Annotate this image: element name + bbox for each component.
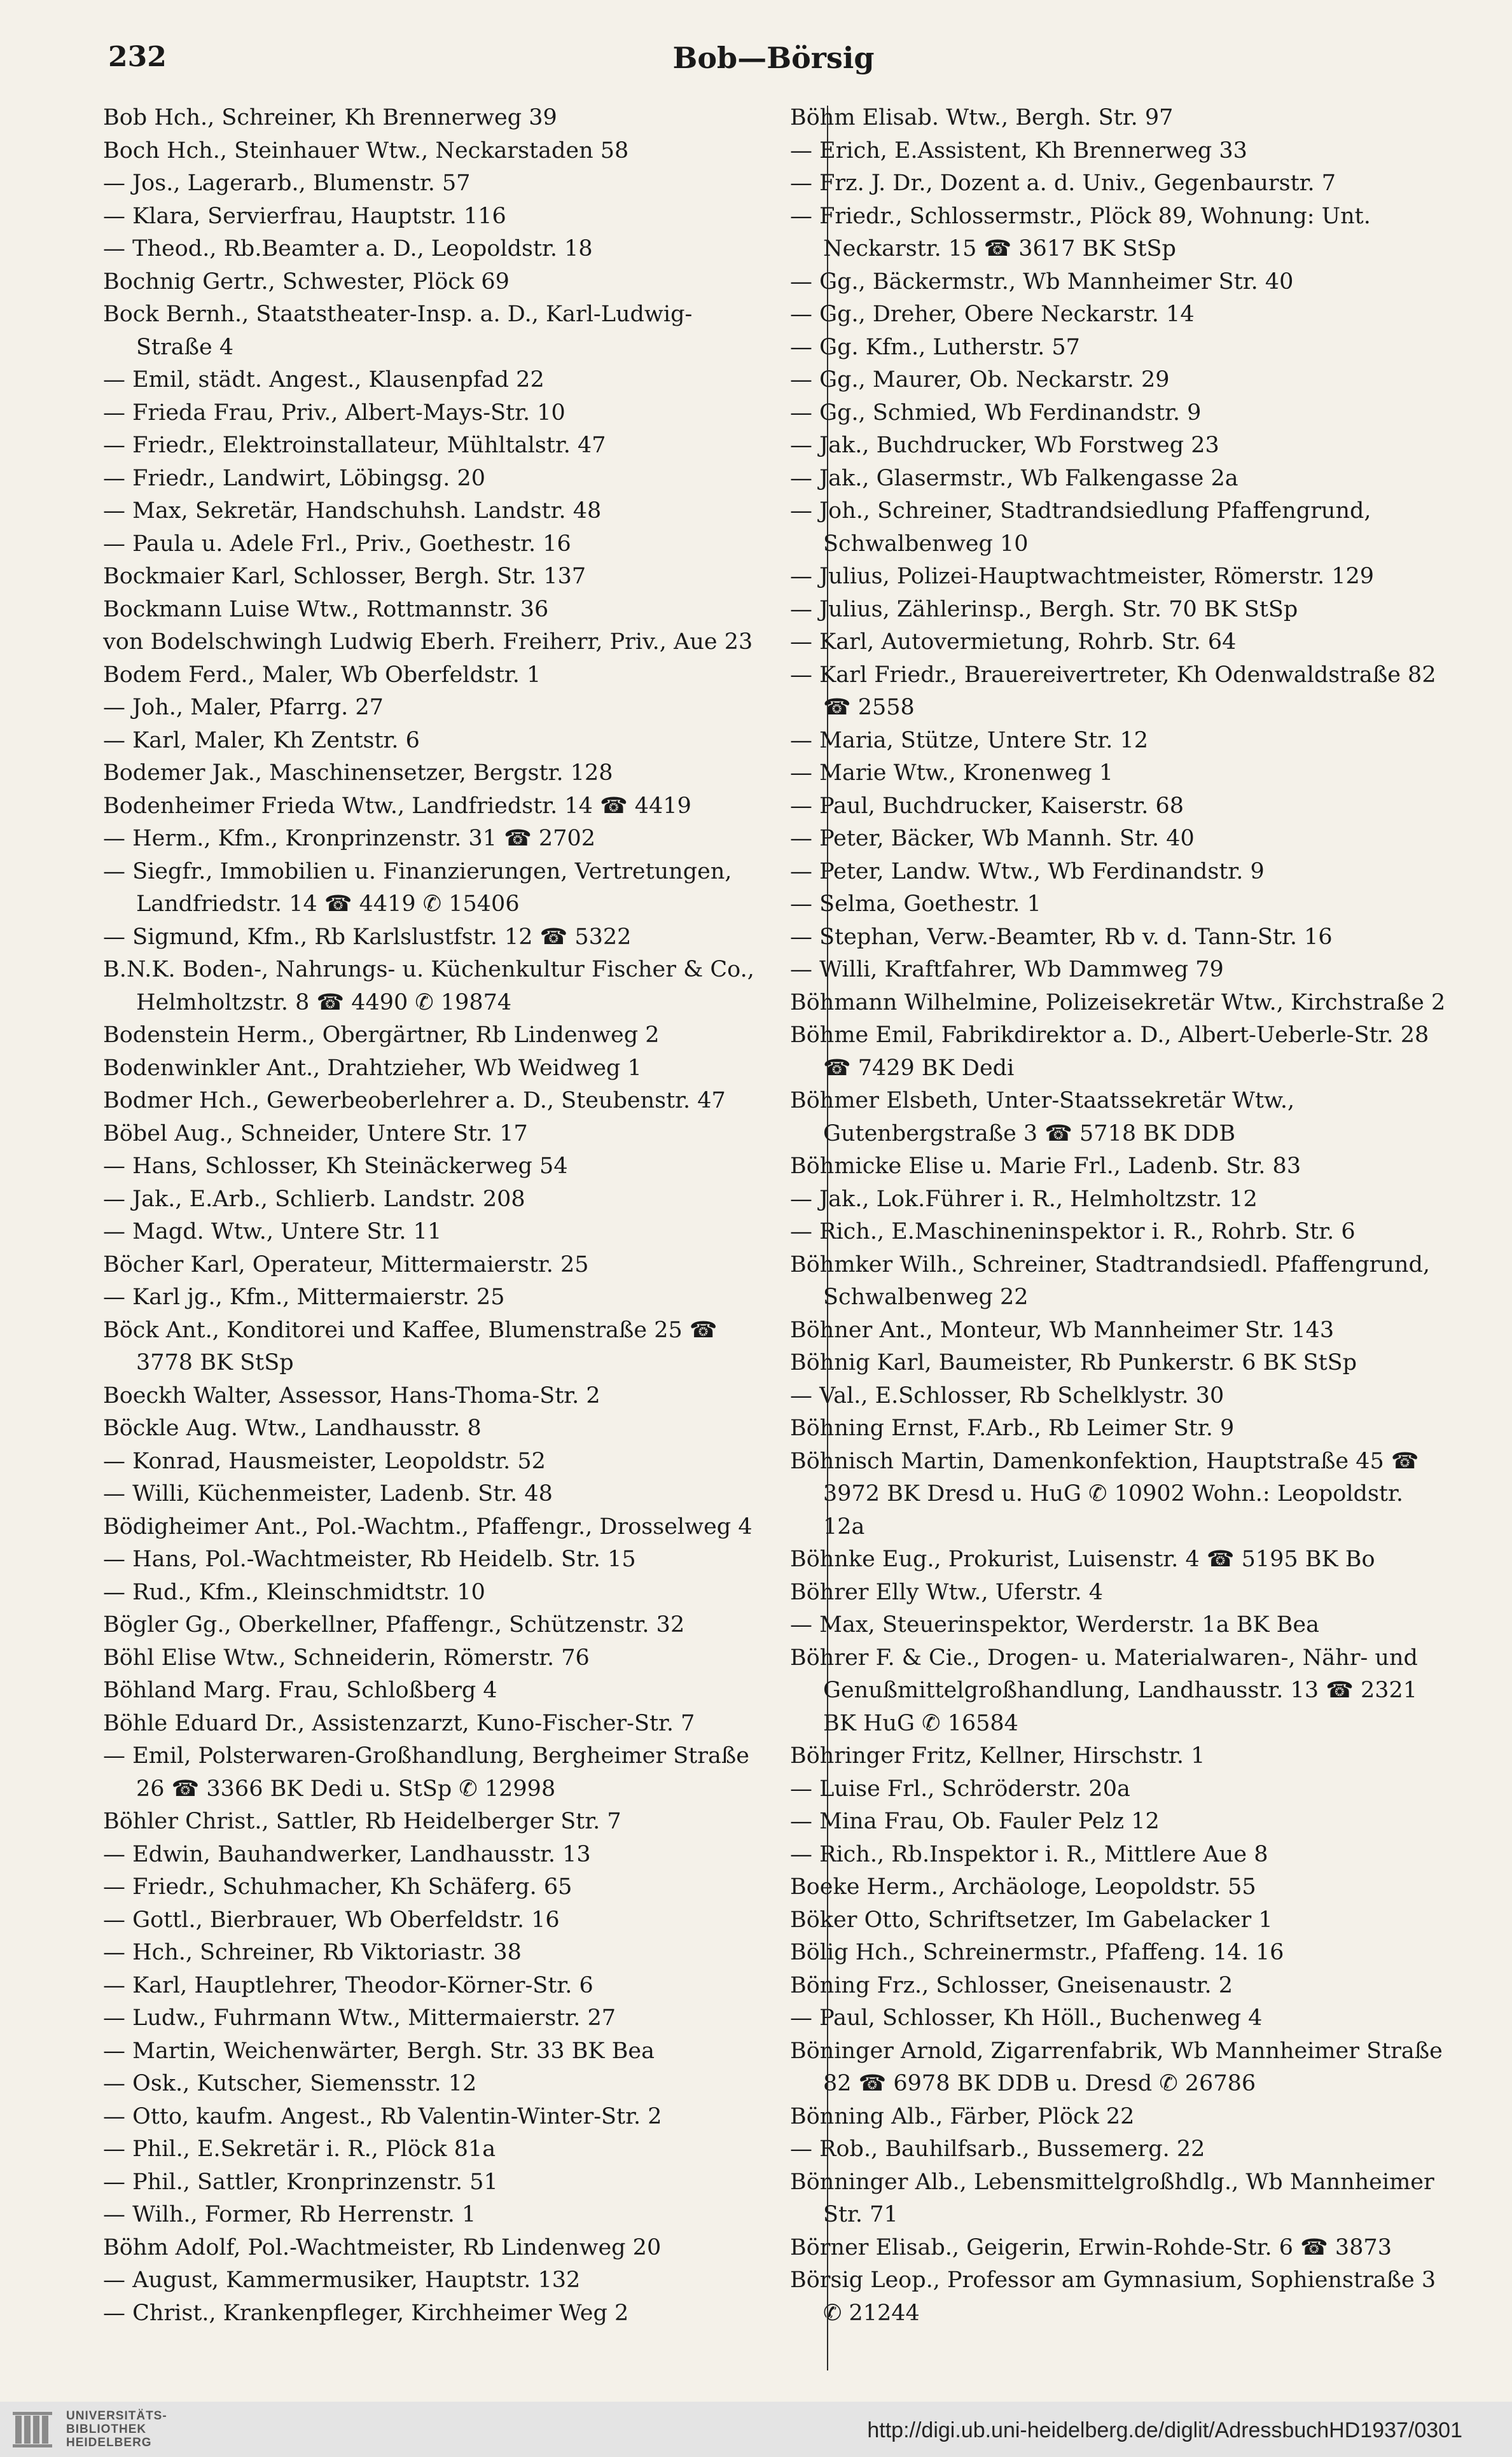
directory-entry: — Mina Frau, Ob. Fauler Pelz 12 — [790, 1809, 1160, 1834]
directory-entry: Böhm Elisab. Wtw., Bergh. Str. 97 — [790, 105, 1174, 130]
directory-entry: — Willi, Küchenmeister, Ladenb. Str. 48 — [103, 1481, 553, 1507]
directory-entry: Böckle Aug. Wtw., Landhausstr. 8 — [103, 1416, 482, 1441]
directory-entry: Bodenheimer Frieda Wtw., Landfriedstr. 14 ☎ 4419 — [103, 793, 691, 819]
directory-entry: — Klara, Servierfrau, Hauptstr. 116 — [103, 203, 506, 229]
directory-entry: — Frz. J. Dr., Dozent a. d. Univ., Gegenbaurstr. 7 — [790, 171, 1336, 196]
directory-entry: Bodemer Jak., Maschinensetzer, Bergstr. 128 — [103, 760, 613, 786]
directory-entry: Börsig Leop., Professor am Gymnasium, Sophienstraße 3 ✆ 21244 — [790, 2267, 1436, 2326]
directory-entry: Bodem Ferd., Maler, Wb Oberfeldstr. 1 — [103, 662, 541, 688]
directory-entry: — Julius, Zählerinsp., Bergh. Str. 70 BK StSp — [790, 596, 1298, 622]
directory-entry: — Jak., Buchdrucker, Wb Forstweg 23 — [790, 433, 1219, 458]
directory-entry: Bockmann Luise Wtw., Rottmannstr. 36 — [103, 596, 549, 622]
directory-entry: Bodenstein Herm., Obergärtner, Rb Lindenweg 2 — [103, 1022, 660, 1048]
directory-entry: Böhringer Fritz, Kellner, Hirschstr. 1 — [790, 1743, 1205, 1769]
directory-entry: — Friedr., Elektroinstallateur, Mühltalstr. 47 — [103, 433, 606, 458]
directory-entry: — Siegfr., Immobilien u. Finanzierungen, Vertretungen, Landfriedstr. 14 ☎ 4419 ✆ 15406 — [103, 858, 732, 917]
page-title: Bob—Börsig — [672, 41, 875, 75]
directory-entry: Bob Hch., Schreiner, Kh Brennerweg 39 — [103, 105, 557, 130]
directory-entry: — Val., E.Schlosser, Rb Schelklystr. 30 — [790, 1382, 1224, 1409]
directory-entry: — Herm., Kfm., Kronprinzenstr. 31 ☎ 2702 — [103, 826, 595, 851]
directory-entry: — Luise Frl., Schröderstr. 20a — [790, 1776, 1130, 1802]
directory-entry: Böhning Ernst, F.Arb., Rb Leimer Str. 9 — [790, 1416, 1235, 1441]
directory-entry: Börner Elisab., Geigerin, Erwin-Rohde-Str. 6 ☎ 3873 — [790, 2234, 1392, 2260]
directory-entry: — August, Kammermusiker, Hauptstr. 132 — [103, 2267, 581, 2293]
directory-entry: — Emil, städt. Angest., Klausenpfad 22 — [103, 367, 544, 393]
directory-entry: — Theod., Rb.Beamter a. D., Leopoldstr. 18 — [103, 236, 593, 261]
library-name: UNIVERSITÄTS- BIBLIOTHEK HEIDELBERG — [66, 2409, 167, 2449]
directory-entry: Bockmaier Karl, Schlosser, Bergh. Str. 137 — [103, 564, 586, 589]
directory-entry: Bock Bernh., Staatstheater-Insp. a. D., Karl-Ludwig-Straße 4 — [103, 302, 693, 360]
directory-entry: — Gg. Kfm., Lutherstr. 57 — [790, 334, 1080, 360]
directory-entry: — Osk., Kutscher, Siemensstr. 12 — [103, 2071, 477, 2096]
directory-entry: — Peter, Landw. Wtw., Wb Ferdinandstr. 9 — [790, 858, 1265, 884]
directory-entry: — Rud., Kfm., Kleinschmidtstr. 10 — [103, 1579, 485, 1605]
directory-entry: — Max, Sekretär, Handschuhsh. Landstr. 48 — [103, 498, 602, 524]
directory-entry: — Gg., Maurer, Ob. Neckarstr. 29 — [790, 367, 1170, 393]
directory-entry: — Otto, kaufm. Angest., Rb Valentin-Winter-Str. 2 — [103, 2103, 662, 2129]
directory-entry: — Julius, Polizei-Hauptwachtmeister, Römerstr. 129 — [790, 564, 1375, 589]
directory-entry: — Hans, Schlosser, Kh Steinäckerweg 54 — [103, 1153, 568, 1179]
directory-entry: — Rich., Rb.Inspektor i. R., Mittlere Aue 8 — [790, 1841, 1268, 1867]
directory-columns — [103, 102, 1448, 2367]
directory-entry: — Gg., Schmied, Wb Ferdinandstr. 9 — [790, 400, 1202, 426]
directory-entry: Böning Frz., Schlosser, Gneisenaustr. 2 — [790, 1972, 1233, 1998]
directory-entry: Boeke Herm., Archäologe, Leopoldstr. 55 — [790, 1874, 1256, 1900]
directory-entry: — Karl jg., Kfm., Mittermaierstr. 25 — [103, 1284, 505, 1310]
left-column — [103, 102, 761, 2367]
directory-entry: Böhrer F. & Cie., Drogen- u. Materialwaren-, Nähr- und Genußmittelgroßhandlung, Landhausstr. 13 ☎ 2321 BK HuG ✆ 16584 — [790, 1645, 1418, 1736]
directory-entry: Bochnig Gertr., Schwester, Plöck 69 — [103, 268, 510, 295]
directory-entry: — Stephan, Verw.-Beamter, Rb v. d. Tann-Str. 16 — [790, 924, 1333, 950]
university-library-logo-icon — [11, 2411, 56, 2449]
directory-entry: Bodenwinkler Ant., Drahtzieher, Wb Weidweg 1 — [103, 1055, 642, 1081]
directory-entry: — Frieda Frau, Priv., Albert-Mays-Str. 10 — [103, 400, 565, 426]
directory-entry: — Hch., Schreiner, Rb Viktoriastr. 38 — [103, 1940, 522, 1965]
directory-entry: Böhland Marg. Frau, Schloßberg 4 — [103, 1678, 497, 1703]
right-column — [790, 102, 1448, 2367]
directory-entry: — Emil, Polsterwaren-Großhandlung, Bergheimer Straße 26 ☎ 3366 BK Dedi u. StSp ✆ 12998 — [103, 1743, 749, 1802]
directory-entry: Bönninger Alb., Lebensmittelgroßhdlg., Wb Mannheimer Str. 71 — [790, 2169, 1434, 2227]
directory-entry: — Karl, Hauptlehrer, Theodor-Körner-Str. 6 — [103, 1972, 593, 1998]
directory-entry: — Paula u. Adele Frl., Priv., Goethestr. 16 — [103, 531, 571, 557]
directory-entry: Böhmker Wilh., Schreiner, Stadtrandsiedl. Pfaffengrund, Schwalbenweg 22 — [790, 1251, 1430, 1310]
directory-entry: — Friedr., Landwirt, Löbingsg. 20 — [103, 465, 485, 491]
directory-entry: Böhle Eduard Dr., Assistenzarzt, Kuno-Fischer-Str. 7 — [103, 1710, 695, 1736]
directory-entry: — Phil., Sattler, Kronprinzenstr. 51 — [103, 2169, 498, 2195]
directory-entry: Boch Hch., Steinhauer Wtw., Neckarstaden 58 — [103, 137, 629, 164]
directory-entry: Böhmann Wilhelmine, Polizeisekretär Wtw., Kirchstraße 2 — [790, 989, 1446, 1015]
directory-entry: — Maria, Stütze, Untere Str. 12 — [790, 727, 1149, 753]
directory-entry: — Peter, Bäcker, Wb Mannh. Str. 40 — [790, 826, 1195, 851]
directory-entry: Böhnke Eug., Prokurist, Luisenstr. 4 ☎ 5195 BK Bo — [790, 1547, 1375, 1572]
directory-entry: Böhrer Elly Wtw., Uferstr. 4 — [790, 1579, 1104, 1605]
directory-entry: — Rich., E.Maschineninspektor i. R., Rohrb. Str. 6 — [790, 1219, 1356, 1244]
page-number: 232 — [108, 41, 167, 73]
directory-entry: Böhl Elise Wtw., Schneiderin, Römerstr. 76 — [103, 1645, 590, 1671]
directory-entry: Bögler Gg., Oberkellner, Pfaffengr., Schützenstr. 32 — [103, 1612, 685, 1638]
directory-entry: — Marie Wtw., Kronenweg 1 — [790, 760, 1114, 786]
directory-entry: Böhm Adolf, Pol.-Wachtmeister, Rb Lindenweg 20 — [103, 2234, 662, 2260]
directory-entry: Böcher Karl, Operateur, Mittermaierstr. 25 — [103, 1251, 589, 1277]
directory-entry: Böhnisch Martin, Damenkonfektion, Hauptstraße 45 ☎ 3972 BK Dresd u. HuG ✆ 10902 Wohn.: Leopoldstr. 12a — [790, 1448, 1419, 1540]
directory-entry: — Jak., Lok.Führer i. R., Helmholtzstr. 12 — [790, 1186, 1258, 1212]
directory-entry: — Ludw., Fuhrmann Wtw., Mittermaierstr. 27 — [103, 2005, 616, 2031]
directory-entry: Bönning Alb., Färber, Plöck 22 — [790, 2103, 1135, 2129]
directory-entry: Böhler Christ., Sattler, Rb Heidelberger Str. 7 — [103, 1809, 621, 1834]
directory-entry: — Friedr., Schuhmacher, Kh Schäferg. 65 — [103, 1874, 572, 1900]
directory-entry: — Erich, E.Assistent, Kh Brennerweg 33 — [790, 137, 1247, 164]
directory-entry: — Jos., Lagerarb., Blumenstr. 57 — [103, 171, 471, 196]
directory-entry: Bodmer Hch., Gewerbeoberlehrer a. D., Steubenstr. 47 — [103, 1088, 726, 1113]
footer-bar — [0, 2402, 1512, 2457]
directory-entry: — Phil., E.Sekretär i. R., Plöck 81a — [103, 2136, 496, 2162]
directory-entry: Böninger Arnold, Zigarrenfabrik, Wb Mannheimer Straße 82 ☎ 6978 BK DDB u. Dresd ✆ 26786 — [790, 2038, 1443, 2096]
directory-entry: — Konrad, Hausmeister, Leopoldstr. 52 — [103, 1448, 546, 1474]
directory-entry: — Karl, Maler, Kh Zentstr. 6 — [103, 727, 420, 753]
directory-entry: — Karl Friedr., Brauereivertreter, Kh Odenwaldstraße 82 ☎ 2558 — [790, 662, 1436, 720]
directory-entry: von Bodelschwingh Ludwig Eberh. Freiherr, Priv., Aue 23 — [103, 629, 753, 655]
directory-entry: — Max, Steuerinspektor, Werderstr. 1a BK Bea — [790, 1612, 1319, 1638]
directory-entry: — Christ., Krankenpfleger, Kirchheimer Weg 2 — [103, 2300, 629, 2326]
directory-entry: Böck Ant., Konditorei und Kaffee, Blumenstraße 25 ☎ 3778 BK StSp — [103, 1317, 718, 1375]
directory-entry: — Jak., E.Arb., Schlierb. Landstr. 208 — [103, 1186, 525, 1212]
directory-entry: Böbel Aug., Schneider, Untere Str. 17 — [103, 1120, 528, 1146]
directory-entry: — Friedr., Schlossermstr., Plöck 89, Wohnung: Unt. Neckarstr. 15 ☎ 3617 BK StSp — [790, 203, 1371, 261]
directory-entry: — Willi, Kraftfahrer, Wb Dammweg 79 — [790, 957, 1224, 982]
directory-entry: Boeckh Walter, Assessor, Hans-Thoma-Str. 2 — [103, 1382, 600, 1409]
directory-entry: Böker Otto, Schriftsetzer, Im Gabelacker 1 — [790, 1907, 1273, 1933]
directory-entry: — Sigmund, Kfm., Rb Karlslustfstr. 12 ☎ 5322 — [103, 924, 632, 950]
directory-entry: Böhme Emil, Fabrikdirektor a. D., Albert-Ueberle-Str. 28 ☎ 7429 BK Dedi — [790, 1022, 1429, 1081]
directory-entry: Böhner Ant., Monteur, Wb Mannheimer Str. 143 — [790, 1317, 1335, 1343]
page-header — [108, 41, 1439, 85]
directory-entry: — Wilh., Former, Rb Herrenstr. 1 — [103, 2202, 476, 2227]
directory-entry: Böhnig Karl, Baumeister, Rb Punkerstr. 6 BK StSp — [790, 1350, 1357, 1375]
directory-entry: — Magd. Wtw., Untere Str. 11 — [103, 1219, 442, 1244]
directory-entry: Bölig Hch., Schreinermstr., Pfaffeng. 14. 16 — [790, 1940, 1284, 1965]
directory-entry: Bödigheimer Ant., Pol.-Wachtm., Pfaffengr., Drosselweg 4 — [103, 1514, 753, 1540]
directory-entry: — Hans, Pol.-Wachtmeister, Rb Heidelb. Str. 15 — [103, 1547, 636, 1572]
directory-entry: — Jak., Glasermstr., Wb Falkengasse 2a — [790, 465, 1238, 491]
directory-entry: — Paul, Schlosser, Kh Höll., Buchenweg 4 — [790, 2005, 1263, 2031]
source-url-link[interactable]: http://digi.ub.uni-heidelberg.de/diglit/AdressbuchHD1937/0301 — [867, 2418, 1462, 2442]
directory-entry: Böhmicke Elise u. Marie Frl., Ladenb. Str. 83 — [790, 1153, 1301, 1179]
directory-entry: — Gg., Bäckermstr., Wb Mannheimer Str. 40 — [790, 268, 1294, 295]
directory-entry: — Martin, Weichenwärter, Bergh. Str. 33 BK Bea — [103, 2038, 655, 2064]
directory-entry: — Selma, Goethestr. 1 — [790, 891, 1041, 917]
directory-entry: — Rob., Bauhilfsarb., Bussemerg. 22 — [790, 2136, 1205, 2162]
directory-entry: — Gg., Dreher, Obere Neckarstr. 14 — [790, 302, 1195, 327]
directory-entry: — Joh., Schreiner, Stadtrandsiedlung Pfaffengrund, Schwalbenweg 10 — [790, 498, 1371, 557]
directory-entry: — Karl, Autovermietung, Rohrb. Str. 64 — [790, 629, 1237, 655]
directory-entry: — Edwin, Bauhandwerker, Landhausstr. 13 — [103, 1841, 591, 1867]
directory-entry: Böhmer Elsbeth, Unter-Staatssekretär Wtw., Gutenbergstraße 3 ☎ 5718 BK DDB — [790, 1088, 1295, 1146]
directory-entry: — Joh., Maler, Pfarrg. 27 — [103, 695, 384, 720]
directory-entry: B.N.K. Boden-, Nahrungs- u. Küchenkultur Fischer & Co., Helmholtzstr. 8 ☎ 4490 ✆ 19874 — [103, 957, 754, 1015]
directory-entry: — Gottl., Bierbrauer, Wb Oberfeldstr. 16 — [103, 1907, 560, 1933]
directory-entry: — Paul, Buchdrucker, Kaiserstr. 68 — [790, 793, 1184, 819]
